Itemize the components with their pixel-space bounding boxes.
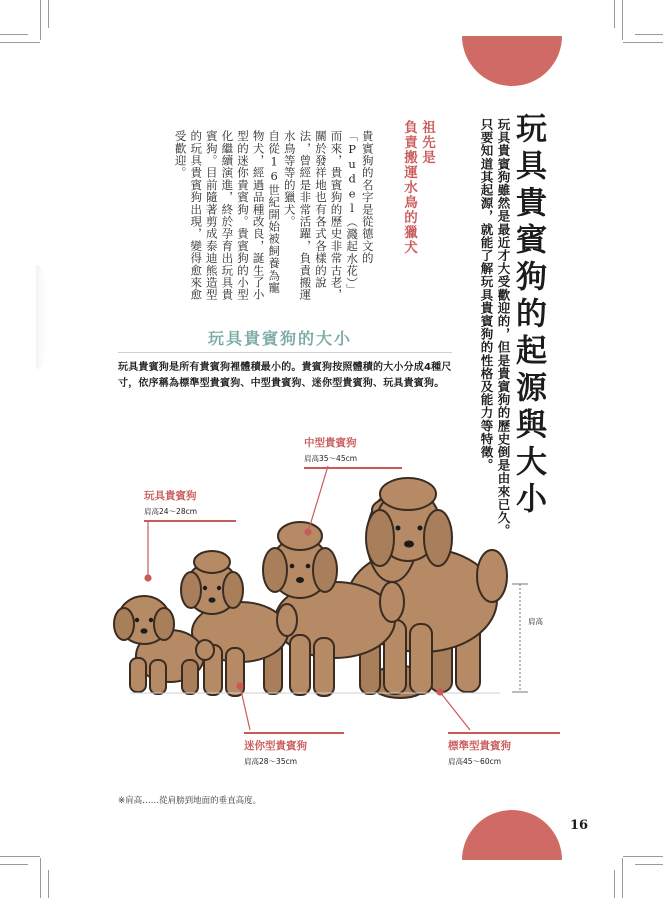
medium-size-label (304, 435, 402, 469)
toy-name: 玩具貴賓狗 (144, 490, 197, 502)
shoulder-height-label: 肩高 (528, 617, 543, 626)
toy-size-label (144, 488, 236, 522)
footnote: ※肩高……從肩膀到地面的垂直高度。 (118, 796, 262, 806)
origin-paragraph-1: 貴賓狗的名字是從德文的「Pudel（濺起水花）」而來，貴賓狗的歷史非常古老，關於發祥地也有各式各樣的說法，曾經是非常活躍，負責搬運水鳥等等的獵犬。 (282, 130, 375, 301)
medium-label-underline (304, 467, 402, 469)
toy-height: 肩高24～28cm (144, 507, 198, 516)
poodle-size-illustration (100, 420, 560, 760)
mini-label-overline (244, 732, 344, 734)
top-semicircle (462, 36, 562, 88)
size-section-title: 玩具貴賓狗的大小 (208, 329, 353, 348)
medium-name: 中型貴賓狗 (304, 437, 357, 449)
toy-label-underline (144, 520, 236, 522)
origin-paragraph-2: 自從16世紀開始被飼養為寵物犬，經過品種改良，誕生了小型的迷你貴賓狗。貴賓狗的小型化繼續演進，終於孕育出玩具貴賓狗。目前隨著剪成泰迪熊造型的玩具貴賓狗出現，變得愈來愈受歡迎。 (173, 130, 282, 301)
medium-height: 肩高35～45cm (304, 454, 358, 463)
origin-heading (400, 120, 436, 270)
standard-label-overline (448, 732, 560, 734)
page-number: 16 (570, 818, 589, 833)
origin-heading-line1: 祖先是 (419, 120, 435, 165)
standard-height: 肩高45～60cm (448, 756, 502, 766)
intro-text: 玩具貴賓狗雖然是最近才大受歡迎的，但是貴賓狗的歷史倒是由來已久。只要知道其起源，就能了解玩具貴賓狗的性格及能力等特徵。 (479, 118, 511, 538)
mini-size-label (244, 732, 344, 767)
mini-height: 肩高28～35cm (244, 756, 298, 766)
origin-heading-line2: 負責搬運水鳥的獵犬 (401, 120, 417, 255)
standard-size-label (448, 732, 560, 767)
section-divider (118, 352, 452, 353)
page-title: 玩具貴賓狗的起源與大小 (510, 112, 546, 519)
origin-body (172, 130, 375, 305)
mini-name: 迷你型貴賓狗 (244, 739, 307, 752)
page-edge-shadow (36, 262, 50, 372)
size-description: 玩具貴賓狗是所有貴賓狗裡體積最小的。貴賓狗按照體積的大小分成4種尺寸，依序稱為標準型貴賓狗、中型貴賓狗、迷你型貴賓狗、玩具貴賓狗。 (118, 362, 452, 389)
bottom-semicircle (462, 810, 562, 860)
standard-name: 標準型貴賓狗 (448, 739, 511, 752)
